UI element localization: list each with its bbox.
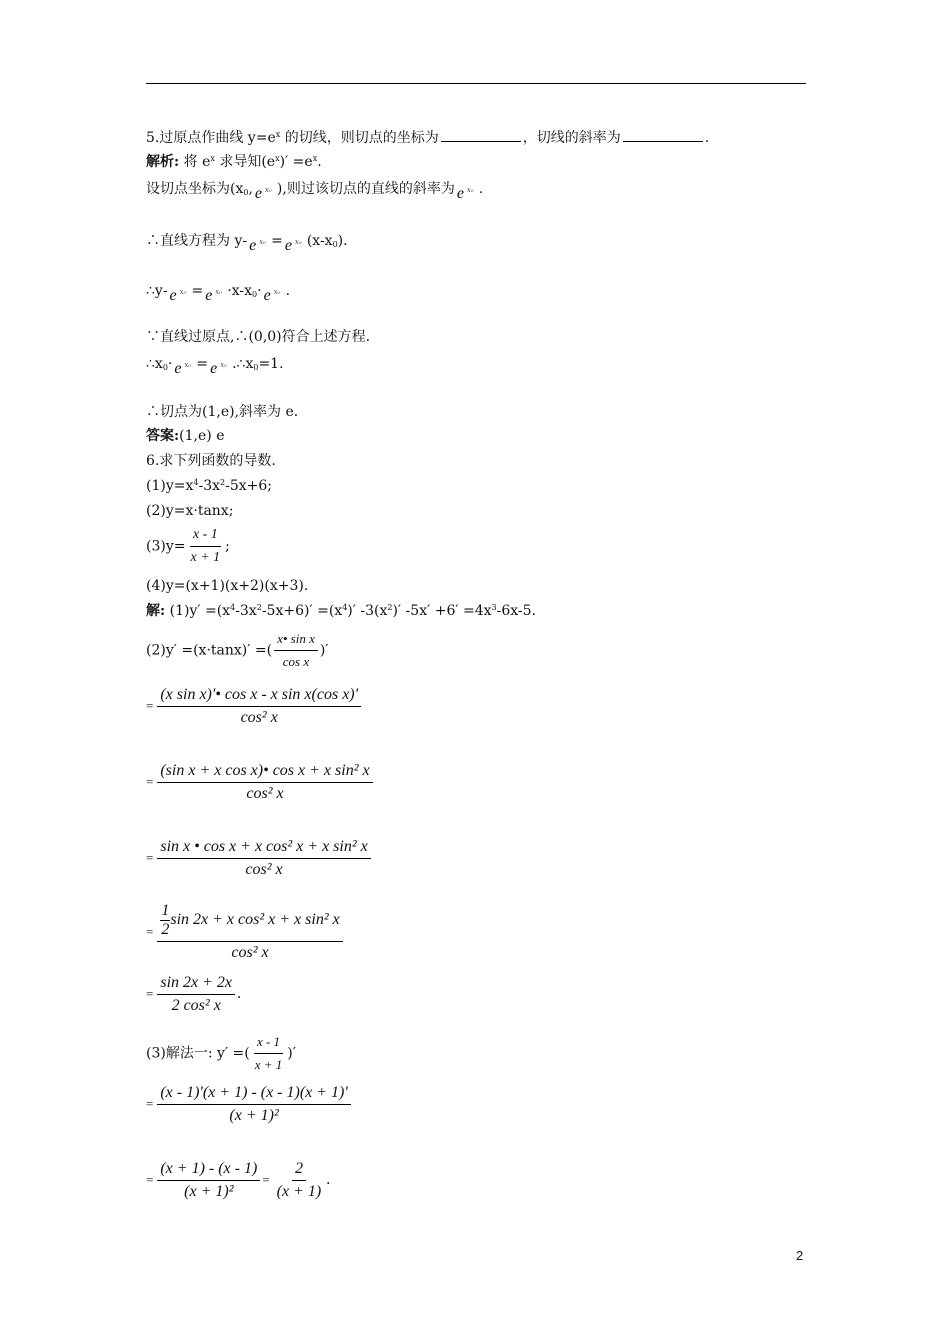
fraction: $\frac{\text{(x sin x)'• cos x - x sin x(cos x)'}}{\text{cos² x}}$ bbox=[157, 686, 361, 727]
fraction: $\frac{\text{sin x • cos x + x cos² x + x sin² x}}{\text{cos² x}}$ bbox=[157, 838, 370, 879]
solution-2: (2)y′ =(x·tanx)′ =( $\frac{\text{x• sin x}}{\text{cos x}}$ )′ bbox=[146, 631, 329, 669]
item-4: (4)y=(x+1)(x+2)(x+3). bbox=[146, 578, 309, 594]
step-5: = $\frac{\sin 2x + 2x}{\text{2 cos² x}}$ . bbox=[146, 974, 242, 1014]
solution-3: (3)解法一: y′ =( $\frac{x - 1}{x + 1}$ )′ bbox=[146, 1034, 296, 1072]
answer-blank-2 bbox=[623, 129, 703, 142]
exp-term: e x₀ bbox=[456, 185, 474, 202]
result-line: ∴切点为(1,e),斜率为 e. bbox=[146, 404, 299, 420]
step-3: = $\frac{\text{sin x • cos x + x cos² x + x sin² x}}{\text{cos² x}}$ bbox=[146, 838, 373, 879]
fraction: $\frac{2}{(x + 1)}$ bbox=[276, 1160, 322, 1200]
answer-line: 答案:(1,e) e bbox=[146, 428, 225, 444]
exp-term: e x₀ bbox=[205, 287, 223, 304]
analysis-line: 解析: 将 $e^x$ 求导知$(e^x)' =e^x$. bbox=[146, 154, 322, 170]
step-4: = $\frac{1}{2}$ sin 2x + x cos² x + x sin² x cos² x bbox=[146, 902, 345, 962]
solve-line: $\therefore x_0\cdot$ e x₀ = e x₀ $.\therefore x_0=1$. bbox=[146, 356, 284, 377]
question-5: 5.过原点作曲线 $y=e^x$ 的切线，则切点的坐标为 ，切线的斜率为 . bbox=[146, 130, 710, 146]
header-rule bbox=[146, 83, 806, 84]
fraction: $\frac{x - 1}{x + 1}$ bbox=[254, 1034, 283, 1072]
step-2: = $\frac{\text{(sin x + x cos x)• cos x + x sin² x}}{\text{cos² x}}$ bbox=[146, 762, 375, 803]
fraction: $\frac{\text{(sin x + x cos x)• cos x + x sin² x}}{\text{cos² x}}$ bbox=[157, 762, 372, 803]
question-6: 6.求下列函数的导数. bbox=[146, 453, 276, 469]
exp-term: e x₀ bbox=[210, 360, 227, 377]
step-7: = $\frac{(x + 1) - (x - 1)}{\text{(x + 1)²}}$ = $\frac{2}{(x + 1)}$ . bbox=[146, 1160, 331, 1200]
step-6: = $\frac{(x - 1)'(x + 1) - (x - 1)(x + 1)'}{\text{(x + 1)²}}$ bbox=[146, 1084, 353, 1125]
item-1: $(1)y=x^4-3x^2-5x+6$; bbox=[146, 478, 272, 494]
solution-1: 解: $(1)y' =(x^4-3x^2-5x+6)' =(x^4)'$ $-3(x^2)'$ $-5x' +6' =4x^3-6x-5$. bbox=[146, 603, 536, 619]
step-1: = $\frac{\text{(x sin x)'• cos x - x sin x(cos x)'}}{\text{cos² x}}$ bbox=[146, 686, 363, 727]
fraction: $\frac{x - 1}{x + 1}$ bbox=[190, 527, 221, 565]
exp-term: e x₀ bbox=[254, 185, 272, 202]
fraction: $\frac{\text{x• sin x}}{\text{cos x}}$ bbox=[274, 630, 318, 671]
half-fraction: $\frac{1}{2}$ bbox=[161, 902, 170, 938]
answer-blank-1 bbox=[441, 129, 521, 142]
item-2: (2)y=x·tanx; bbox=[146, 503, 234, 519]
item-3: (3)y= $\frac{x - 1}{x + 1}$ ; bbox=[146, 527, 230, 565]
page-number: 2 bbox=[796, 1248, 804, 1263]
fraction: $\frac{(x + 1) - (x - 1)}{\text{(x + 1)²}}$ bbox=[157, 1160, 260, 1201]
exp-term: e x₀ bbox=[263, 287, 281, 304]
origin-line: ∵直线过原点,∴(0,0)符合上述方程. bbox=[146, 329, 371, 345]
fraction: $\frac{1}{2}$ sin 2x + x cos² x + x sin² x cos² x bbox=[157, 902, 342, 962]
exp-term: e x₀ bbox=[169, 287, 187, 304]
exp-term: e x₀ bbox=[249, 237, 266, 254]
tangent-point-line: 设切点坐标为($x_0$, e x₀ ),则过该切点的直线的斜率为 e x₀ . bbox=[146, 181, 484, 202]
line-equation-2: ∴y- e x₀ = e x₀ $\cdot x-x_0\cdot$ e x₀ . bbox=[146, 283, 291, 304]
exp-term: e x₀ bbox=[284, 237, 302, 254]
line-equation: ∴直线方程为 y- e x₀ = e x₀ $(x-x_0)$. bbox=[146, 233, 348, 254]
exp-term: e x₀ bbox=[174, 360, 192, 377]
fraction: $\frac{\sin 2x + 2x}{\text{2 cos² x}}$ bbox=[157, 974, 235, 1015]
fraction: $\frac{(x - 1)'(x + 1) - (x - 1)(x + 1)'}{\text{(x + 1)²}}$ bbox=[157, 1084, 350, 1125]
